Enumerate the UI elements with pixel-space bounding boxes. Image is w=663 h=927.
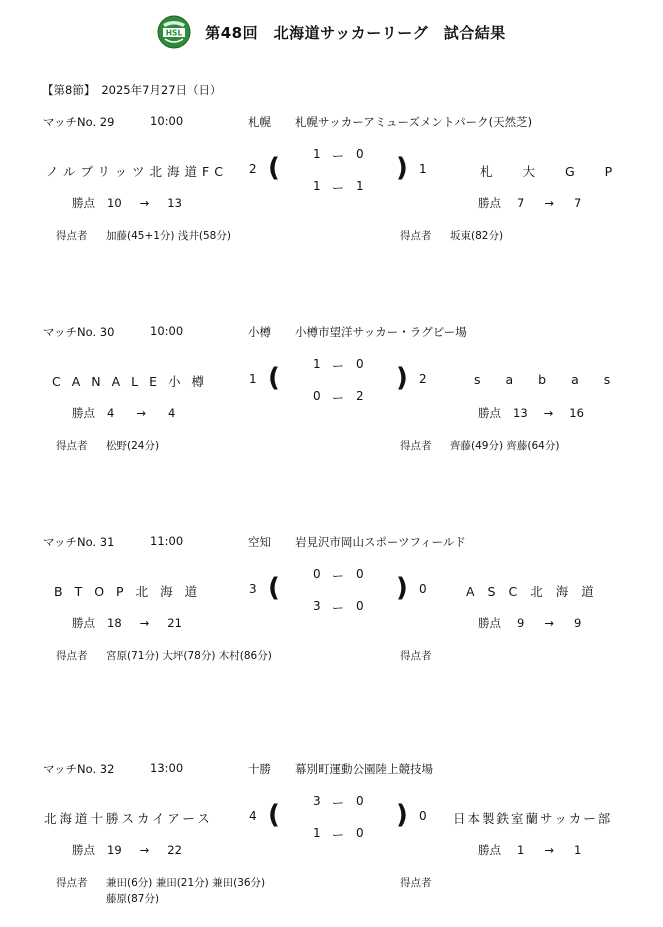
home-scorers: 兼田(6分) 兼田(21分) 兼田(36分): [106, 877, 266, 889]
second-half-away: 1: [356, 179, 364, 193]
away-score: 0: [419, 809, 427, 823]
points-before: 1: [517, 843, 525, 857]
arrow-icon: →: [139, 196, 150, 210]
venue: 岩見沢市岡山スポーツフィールド: [295, 535, 466, 549]
first-half-away: 0: [356, 147, 364, 161]
points-label: 勝点: [478, 616, 501, 630]
kickoff-time: 13:00: [150, 761, 184, 775]
scorers-label: 得点者: [56, 230, 88, 242]
match-block: [0, 532, 663, 732]
score-dash: ー: [332, 601, 345, 615]
match-block: [0, 759, 663, 927]
match-number: マッチNo. 30: [43, 325, 115, 339]
paren-right: ): [396, 800, 408, 830]
points-label: 勝点: [72, 843, 95, 857]
points-before: 18: [107, 616, 122, 630]
scorers-label: 得点者: [56, 440, 88, 452]
first-half-home: 0: [313, 567, 321, 581]
kickoff-time: 10:00: [150, 114, 184, 128]
scorers-label: 得点者: [56, 877, 88, 889]
away-points: [478, 405, 584, 421]
points-after: 4: [167, 406, 176, 420]
score-dash: ー: [332, 796, 345, 810]
paren-left: (: [268, 153, 280, 183]
first-half-away: 0: [356, 567, 364, 581]
scorers-label: 得点者: [400, 230, 432, 242]
match-number: マッチNo. 29: [43, 115, 115, 129]
away-points: [478, 842, 581, 858]
away-points: [478, 195, 581, 211]
scorers-label: 得点者: [400, 650, 432, 662]
away-score: 0: [419, 582, 427, 596]
points-after: 13: [167, 196, 182, 210]
second-half-away: 2: [356, 389, 364, 403]
first-half-home: 1: [313, 147, 321, 161]
arrow-icon: →: [139, 616, 150, 630]
round-date: 2025年7月27日（日）: [101, 83, 222, 97]
second-half-away: 0: [356, 599, 364, 613]
points-label: 勝点: [72, 196, 95, 210]
away-team: 日本製鉄室蘭サッカー部: [453, 811, 613, 826]
match-block: [0, 322, 663, 522]
second-half-home: 3: [313, 599, 321, 613]
first-half-away: 0: [356, 794, 364, 808]
first-half-away: 0: [356, 357, 364, 371]
kickoff-time: 11:00: [150, 534, 184, 548]
page-header: [0, 16, 663, 48]
points-before: 9: [517, 616, 525, 630]
kickoff-time: 10:00: [150, 324, 184, 338]
away-team: sabas: [474, 372, 636, 387]
arrow-icon: →: [544, 196, 554, 210]
away-scorers: 坂東(82分): [450, 230, 504, 242]
score-dash: ー: [332, 828, 345, 842]
home-points: [72, 842, 182, 858]
points-after: 22: [167, 843, 182, 857]
second-half-home: 1: [313, 179, 321, 193]
points-after: 7: [573, 196, 582, 210]
score-dash: ー: [332, 181, 345, 195]
venue: 札幌サッカーアミューズメントパーク(天然芝): [295, 115, 533, 129]
match-number: マッチNo. 32: [43, 762, 115, 776]
arrow-icon: →: [544, 616, 554, 630]
home-points: [72, 195, 182, 211]
arrow-icon: →: [136, 406, 146, 420]
scorers-label: 得点者: [400, 440, 432, 452]
points-before: 19: [107, 843, 122, 857]
second-half-home: 1: [313, 826, 321, 840]
points-label: 勝点: [72, 406, 95, 420]
points-before: 13: [513, 406, 528, 420]
first-half-home: 1: [313, 357, 321, 371]
round-label: 【第8節】: [42, 83, 96, 97]
paren-left: (: [268, 800, 280, 830]
arrow-icon: →: [544, 843, 554, 857]
match-block: [0, 112, 663, 312]
home-score: 3: [249, 582, 257, 596]
score-dash: ー: [332, 149, 345, 163]
score-dash: ー: [332, 359, 345, 373]
away-scorers: 齊藤(49分) 齊藤(64分): [450, 440, 560, 452]
first-half-home: 3: [313, 794, 321, 808]
score-dash: ー: [332, 569, 345, 583]
page-title: 第48回 北海道サッカーリーグ 試合結果: [205, 23, 506, 42]
points-after: 21: [167, 616, 182, 630]
second-half-away: 0: [356, 826, 364, 840]
points-label: 勝点: [478, 406, 501, 420]
scorers-label: 得点者: [400, 877, 432, 889]
home-scorers: 加藤(45+1分) 浅井(58分): [106, 230, 231, 242]
arrow-icon: →: [139, 843, 150, 857]
away-score: 1: [419, 162, 427, 176]
second-half-home: 0: [313, 389, 321, 403]
home-score: 1: [249, 372, 257, 386]
paren-right: ): [396, 573, 408, 603]
home-team: ノルブリッツ北海道FC: [46, 164, 228, 179]
region: 空知: [248, 535, 271, 549]
points-before: 4: [107, 406, 115, 420]
venue: 幕別町運動公園陸上競技場: [295, 762, 433, 776]
home-scorers: 宮原(71分) 大坪(78分) 木村(86分): [106, 650, 272, 662]
points-after: 9: [573, 616, 582, 630]
scorers-label: 得点者: [56, 650, 88, 662]
paren-right: ): [396, 363, 408, 393]
paren-right: ): [396, 153, 408, 183]
match-number: マッチNo. 31: [43, 535, 115, 549]
venue: 小樽市望洋サッカー・ラグビー場: [295, 325, 467, 339]
points-label: 勝点: [72, 616, 95, 630]
points-label: 勝点: [478, 196, 501, 210]
points-after: 16: [569, 406, 584, 420]
logo-text: HSL: [165, 28, 183, 38]
away-score: 2: [419, 372, 427, 386]
home-team: BTOP北海道: [54, 584, 210, 599]
points-before: 10: [107, 196, 122, 210]
arrow-icon: →: [543, 406, 554, 420]
away-points: [478, 615, 581, 631]
region: 小樽: [248, 325, 271, 339]
score-dash: ー: [332, 391, 345, 405]
away-team: 札大GP: [480, 164, 643, 179]
home-scorers: 松野(24分): [106, 440, 160, 452]
home-team: 北海道十勝スカイアース: [44, 811, 213, 826]
region: 十勝: [248, 762, 271, 776]
points-after: 1: [573, 843, 582, 857]
region: 札幌: [248, 115, 271, 129]
paren-left: (: [268, 573, 280, 603]
hsl-logo-icon: [157, 15, 191, 49]
paren-left: (: [268, 363, 280, 393]
home-scorers: 藤原(87分): [106, 893, 160, 905]
points-before: 7: [517, 196, 525, 210]
round-info: [42, 82, 222, 98]
away-team: ASC北海道: [466, 584, 607, 599]
home-team: CANALE小樽: [52, 374, 216, 389]
home-points: [72, 615, 182, 631]
home-score: 2: [249, 162, 257, 176]
points-label: 勝点: [478, 843, 501, 857]
home-score: 4: [249, 809, 257, 823]
home-points: [72, 405, 175, 421]
